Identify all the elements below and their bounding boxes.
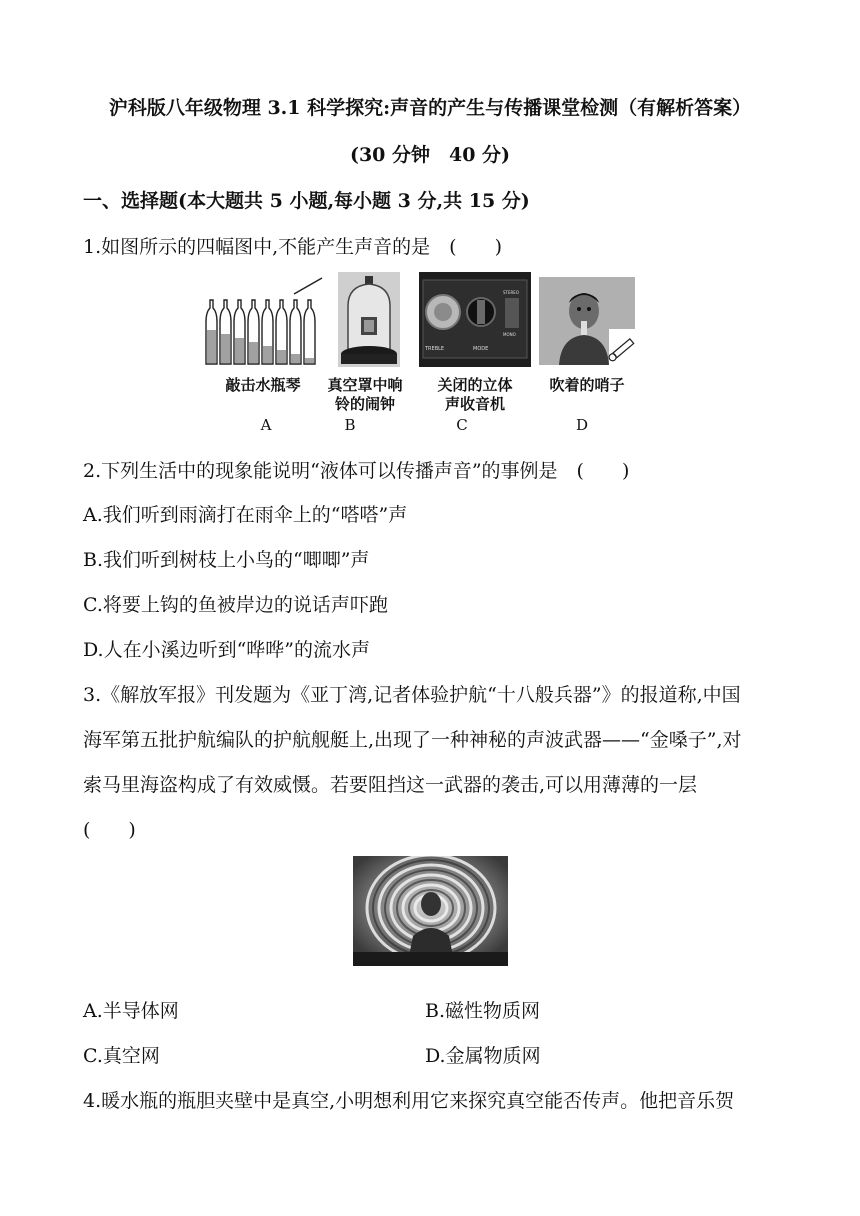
- figure-b-caption-text-2: 铃的闹钟: [334, 395, 395, 413]
- question-2-stem: 2.下列生活中的现象能说明“液体可以传播声音”的事例是 ( ): [83, 460, 630, 482]
- question-3-line-3: 索马里海盗构成了有效威慑。若要阻挡这一武器的袭击,可以用薄薄的一层: [83, 774, 698, 796]
- figure-c-caption-text: 关闭的立体: [437, 376, 513, 394]
- boy-blowing-whistle-image: [539, 277, 635, 365]
- question-1-stem: 1.如图所示的四幅图中,不能产生声音的是 ( ): [83, 236, 502, 258]
- question-2-option-d: D.人在小溪边听到“哗哗”的流水声: [83, 639, 371, 661]
- figure-b-caption: [320, 376, 410, 414]
- question-2-option-c: C.将要上钩的鱼被岸边的说话声吓跑: [83, 594, 388, 616]
- question-3-option-c: C.真空网: [83, 1045, 160, 1067]
- stereo-radio-image: [419, 272, 531, 367]
- question-3-option-d: D.金属物质网: [425, 1045, 541, 1067]
- figure-a-caption-text: 敲击水瓶琴: [225, 376, 301, 394]
- question-3-line-1: 3.《解放军报》刊发题为《亚丁湾,记者体验护航“十八般兵器”》的报道称,中国: [83, 684, 741, 706]
- radio-mode-label: MODE: [473, 346, 489, 352]
- section-heading: 一、选择题(本大题共 5 小题,每小题 3 分,共 15 分): [83, 190, 530, 212]
- figure-c-caption-text-2: 声收音机: [444, 395, 505, 413]
- figure-d-letter: D: [575, 416, 589, 434]
- question-2-option-b: B.我们听到树枝上小鸟的“唧唧”声: [83, 549, 370, 571]
- question-3-option-a: A.半导体网: [83, 1000, 179, 1022]
- figure-d-caption-text: 吹着的哨子: [549, 376, 625, 394]
- radio-stereo-label: STEREO: [503, 290, 519, 295]
- radio-mono-label: MONO: [503, 332, 516, 337]
- water-bottle-xylophone-image: [200, 272, 325, 367]
- figure-d-caption: [542, 376, 632, 395]
- sonic-weapon-image: [353, 856, 508, 966]
- bell-jar-alarm-clock-image: [338, 272, 400, 367]
- question-2-option-a: A.我们听到雨滴打在雨伞上的“嗒嗒”声: [83, 504, 408, 526]
- figure-b-letter: B: [344, 416, 356, 434]
- question-3-line-2: 海军第五批护航编队的护航舰艇上,出现了一种神秘的声波武器——“金嗓子”,对: [83, 729, 742, 751]
- figure-b-caption-text: 真空罩中响: [327, 376, 403, 394]
- figure-a-letter: A: [260, 416, 272, 434]
- figure-c-caption: [430, 376, 520, 414]
- figure-a-caption: [218, 376, 308, 395]
- question-3-line-4: ( ): [83, 819, 136, 841]
- document-subtitle: (30 分钟 40 分): [349, 144, 511, 166]
- question-1-figures: [200, 272, 660, 437]
- question-4-line-1: 4.暖水瓶的瓶胆夹壁中是真空,小明想利用它来探究真空能否传声。他把音乐贺: [83, 1090, 735, 1112]
- radio-treble-label: TREBLE: [425, 346, 445, 352]
- document-title: 沪科版八年级物理 3.1 科学探究:声音的产生与传播课堂检测（有解析答案）: [108, 97, 752, 119]
- question-3-option-b: B.磁性物质网: [425, 1000, 541, 1022]
- figure-c-letter: C: [456, 416, 468, 434]
